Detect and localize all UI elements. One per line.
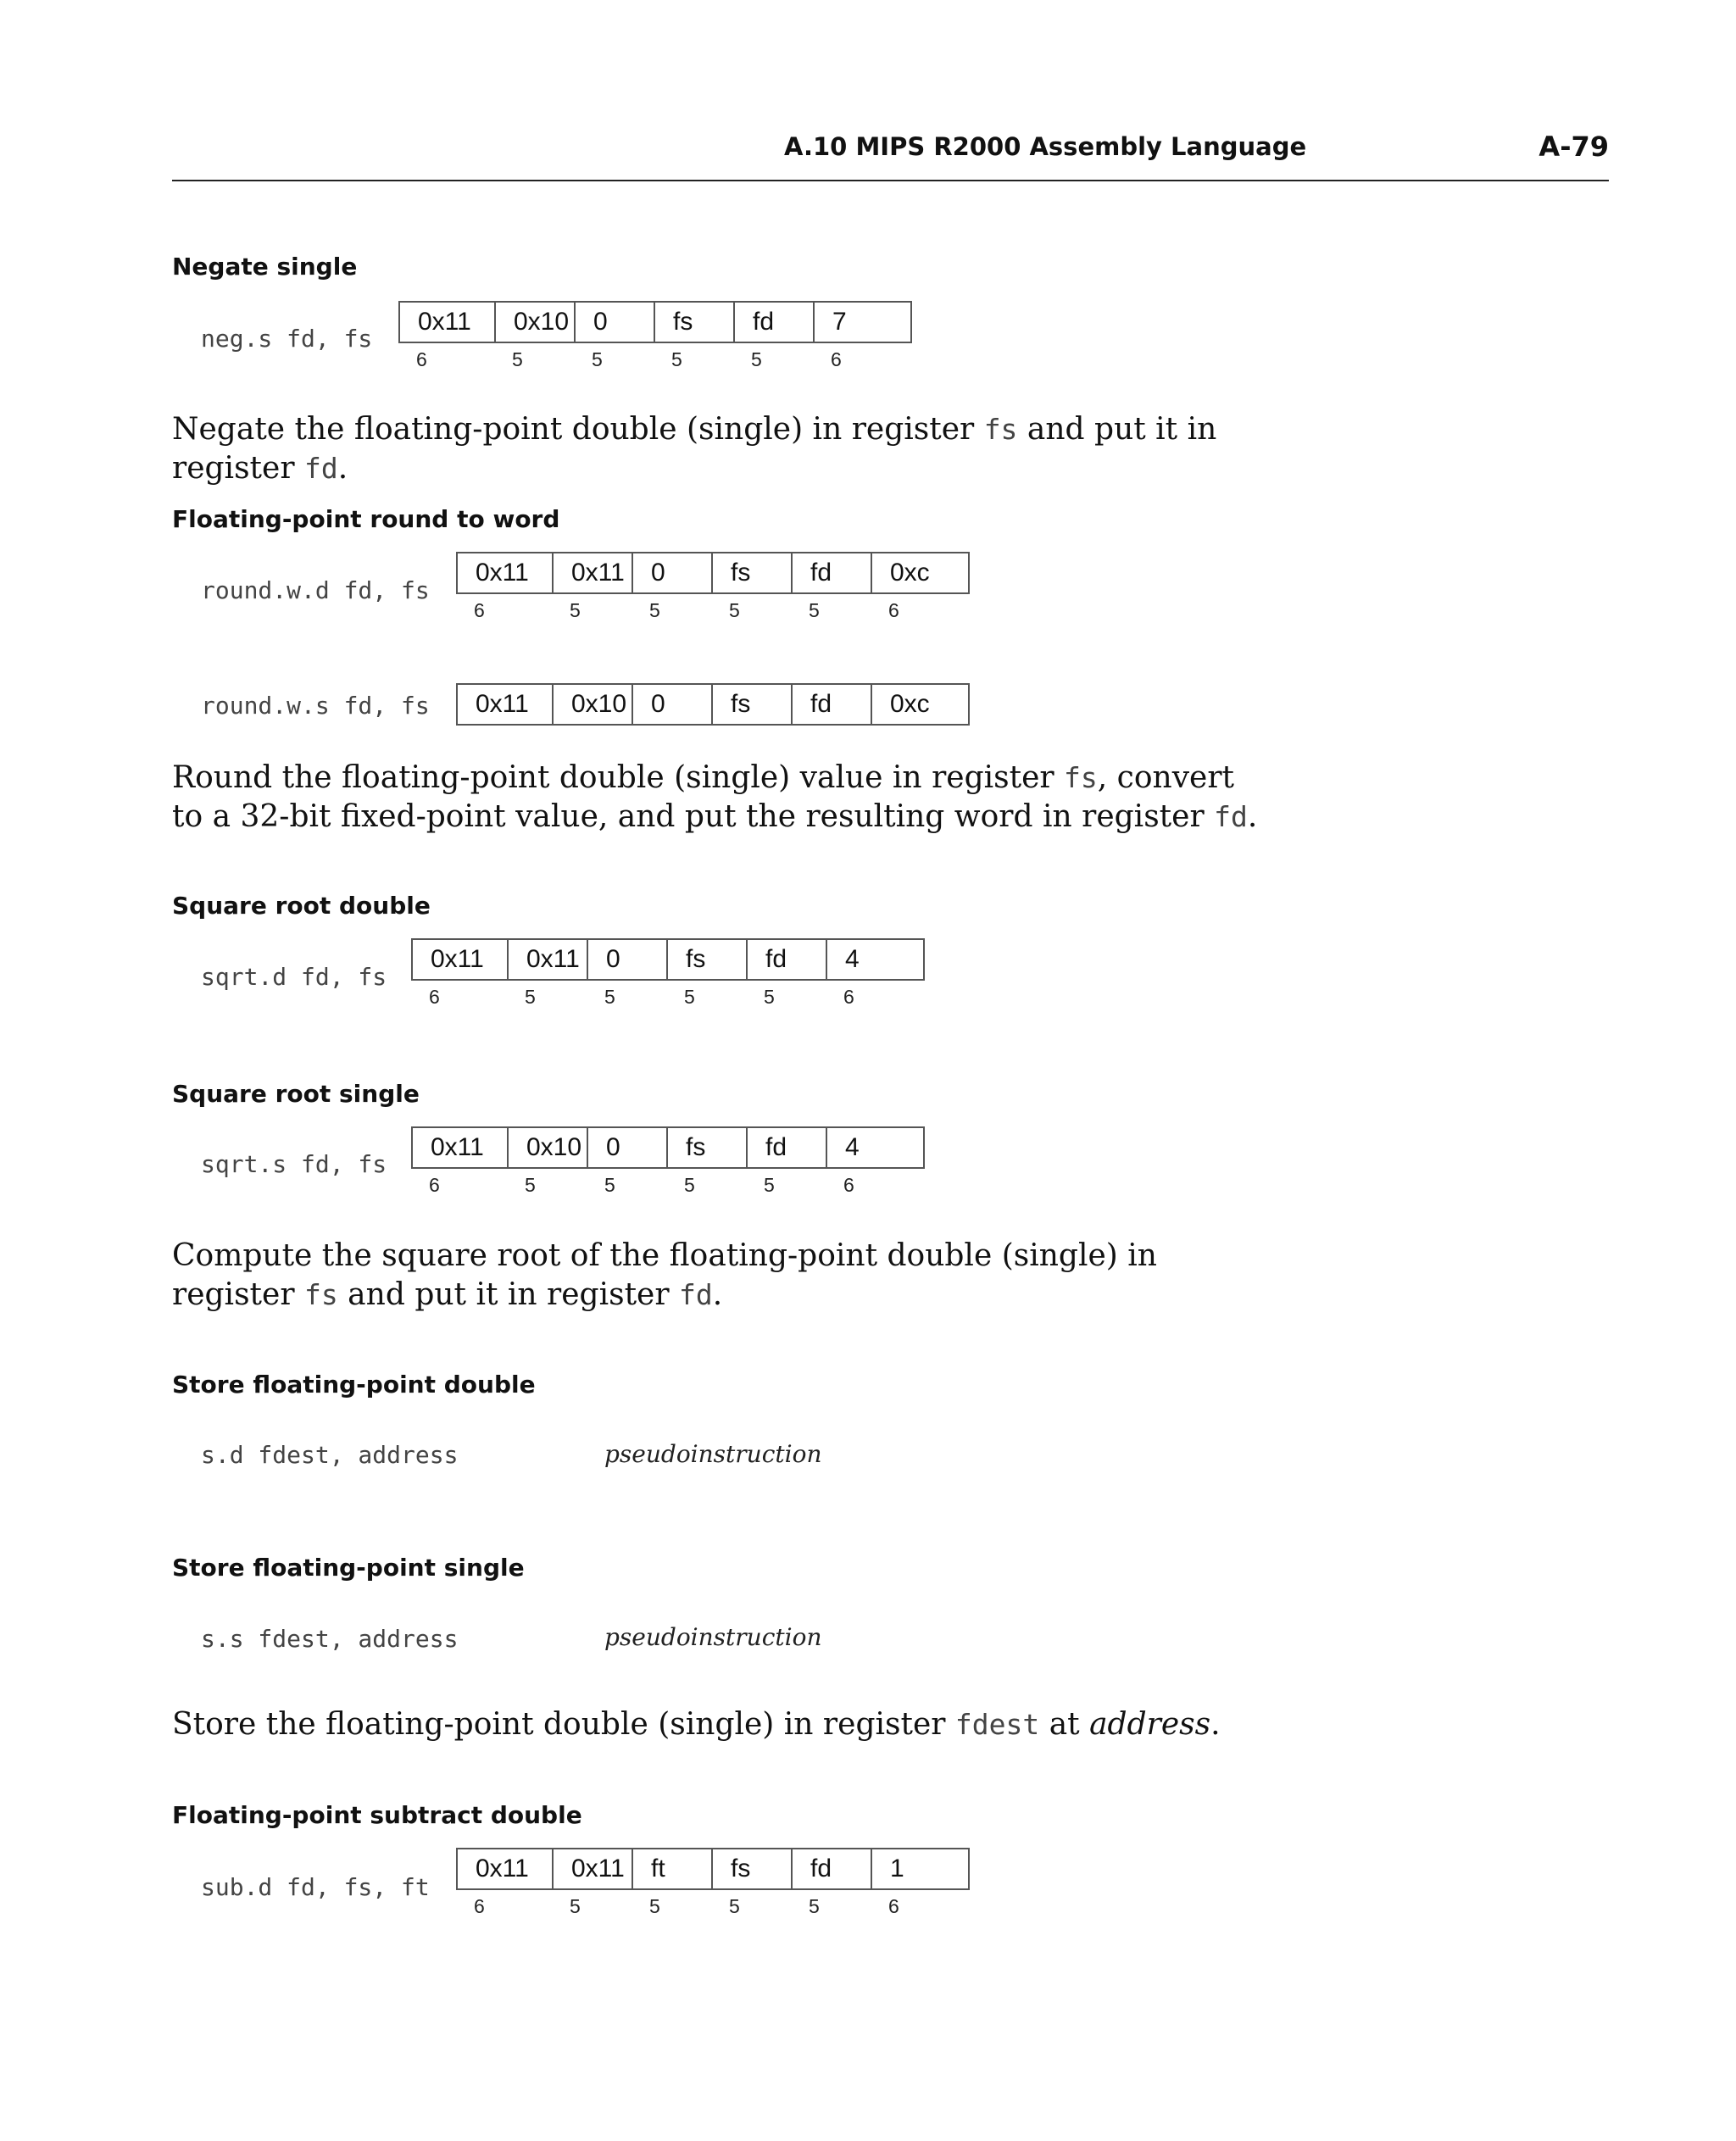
pseudoinstruction-label: pseudoinstruction <box>604 1440 822 1468</box>
code-text: fd <box>679 1278 713 1311</box>
encoding-sub-d <box>456 1848 970 1918</box>
bit-width: 6 <box>429 986 440 1008</box>
field-funct: 0xc <box>890 690 930 718</box>
field-fmt: 0x10 <box>496 303 576 342</box>
field-widths <box>398 348 912 371</box>
encoding-fields <box>456 552 970 594</box>
syntax-round-w-d: round.w.d fd, fs <box>201 576 430 604</box>
encoding-fields <box>411 938 925 981</box>
syntax-sub-d: sub.d fd, fs, ft <box>201 1873 430 1901</box>
bit-width: 6 <box>831 348 842 370</box>
bit-width: 5 <box>729 1895 740 1917</box>
bit-width: 5 <box>729 599 740 621</box>
field-op: 0x11 <box>413 940 509 979</box>
bit-width: 5 <box>512 348 523 370</box>
bit-width: 5 <box>764 986 775 1008</box>
bit-width: 5 <box>751 348 762 370</box>
encoding-round-w-s <box>456 683 970 726</box>
bit-width: 6 <box>843 1174 854 1196</box>
bit-width: 5 <box>809 1895 820 1917</box>
section-title: A.10 MIPS R2000 Assembly Language <box>784 132 1307 161</box>
bit-width: 5 <box>570 599 581 621</box>
syntax-s-s: s.s fdest, address <box>201 1625 459 1653</box>
heading-subtract-double: Floating-point subtract double <box>172 1801 582 1829</box>
emphasis-text: address <box>1089 1707 1211 1742</box>
field-fd: fd <box>793 685 872 724</box>
text: at <box>1039 1707 1090 1742</box>
heading-store-single: Store floating-point single <box>172 1554 525 1582</box>
syntax-sqrt-s: sqrt.s fd, fs <box>201 1150 387 1178</box>
heading-store-double: Store floating-point double <box>172 1371 536 1399</box>
field-fd: fd <box>735 303 815 342</box>
heading-square-root-double: Square root double <box>172 892 431 920</box>
text: . <box>337 451 348 486</box>
field-ft: 0 <box>588 940 668 979</box>
field-fd: fd <box>748 940 827 979</box>
code-text: fd <box>303 452 338 485</box>
encoding-fields <box>456 683 970 726</box>
field-fmt: 0x10 <box>509 1128 588 1167</box>
field-ft: 0 <box>633 685 713 724</box>
encoding-sqrt-s <box>411 1126 925 1197</box>
field-op: 0x11 <box>458 553 554 592</box>
heading-round-to-word: Floating-point round to word <box>172 505 560 533</box>
syntax-sqrt-d: sqrt.d fd, fs <box>201 963 387 991</box>
field-fs: fs <box>668 940 748 979</box>
text: . <box>712 1277 723 1312</box>
text: Round the floating-point double (single) value in register <box>172 760 1065 795</box>
field-op: 0x11 <box>458 685 554 724</box>
header-rule <box>172 180 1609 181</box>
bit-width: 6 <box>429 1174 440 1196</box>
field-fs: fs <box>713 1849 793 1888</box>
code-text: fs <box>1064 761 1098 794</box>
field-fmt: 0x11 <box>554 553 633 592</box>
field-fmt: 0x11 <box>509 940 588 979</box>
bit-width: 6 <box>416 348 427 370</box>
text: , convert to a 32-bit fixed-point value, and put the resulting word in register <box>172 760 1235 834</box>
bit-width: 5 <box>570 1895 581 1917</box>
bit-width: 5 <box>525 1174 536 1196</box>
text: . <box>1247 799 1258 834</box>
syntax-s-d: s.d fdest, address <box>201 1441 459 1469</box>
field-ft: 0 <box>576 303 655 342</box>
field-funct: 0xc <box>890 559 930 587</box>
encoding-sqrt-d <box>411 938 925 1009</box>
code-text: fs <box>983 413 1018 446</box>
heading-square-root-single: Square root single <box>172 1080 420 1108</box>
text: Compute the square root of the floating-point double (single) in register <box>172 1238 1157 1312</box>
field-fd: fd <box>748 1128 827 1167</box>
text: Negate the floating-point double (single) in register <box>172 412 984 447</box>
bit-width: 5 <box>809 599 820 621</box>
field-op: 0x11 <box>400 303 496 342</box>
text: and put it in register <box>172 412 1217 486</box>
bit-width: 5 <box>764 1174 775 1196</box>
description-round <box>172 759 1274 837</box>
encoding-fields <box>398 301 912 343</box>
bit-width: 6 <box>888 1895 899 1917</box>
field-widths <box>456 599 970 622</box>
bit-width: 5 <box>604 986 615 1008</box>
field-funct: 4 <box>845 1133 860 1161</box>
field-fmt: 0x11 <box>554 1849 633 1888</box>
encoding-fields <box>456 1848 970 1890</box>
text: and put it in register <box>337 1277 679 1312</box>
syntax-round-w-s: round.w.s fd, fs <box>201 692 430 720</box>
field-ft: 0 <box>633 553 713 592</box>
bit-width: 6 <box>888 599 899 621</box>
encoding-neg-s <box>398 301 912 371</box>
field-widths <box>456 1895 970 1918</box>
code-text: fd <box>1214 800 1248 833</box>
field-funct: 1 <box>890 1855 904 1882</box>
field-op: 0x11 <box>413 1128 509 1167</box>
encoding-round-w-d <box>456 552 970 622</box>
text: . <box>1210 1707 1221 1742</box>
syntax-neg-s: neg.s fd, fs <box>201 325 373 353</box>
description-sqrt <box>172 1237 1274 1315</box>
field-fs: fs <box>655 303 735 342</box>
encoding-fields <box>411 1126 925 1169</box>
field-fs: fs <box>668 1128 748 1167</box>
bit-width: 5 <box>684 1174 695 1196</box>
bit-width: 5 <box>592 348 603 370</box>
field-funct: 7 <box>832 308 847 336</box>
code-text: fs <box>303 1278 338 1311</box>
field-funct: 4 <box>845 945 860 973</box>
description-negate <box>172 410 1274 488</box>
field-op: 0x11 <box>458 1849 554 1888</box>
field-fd: fd <box>793 1849 872 1888</box>
field-ft: ft <box>633 1849 713 1888</box>
heading-negate-single: Negate single <box>172 253 358 281</box>
field-fs: fs <box>713 685 793 724</box>
bit-width: 6 <box>474 599 485 621</box>
field-fmt: 0x10 <box>554 685 633 724</box>
code-text: fdest <box>954 1708 1040 1741</box>
bit-width: 5 <box>671 348 682 370</box>
text: Store the floating-point double (single) in register <box>172 1707 955 1742</box>
field-widths <box>411 1174 925 1197</box>
bit-width: 5 <box>649 599 660 621</box>
bit-width: 5 <box>684 986 695 1008</box>
bit-width: 5 <box>525 986 536 1008</box>
bit-width: 5 <box>649 1895 660 1917</box>
pseudoinstruction-label: pseudoinstruction <box>604 1623 822 1651</box>
field-fs: fs <box>713 553 793 592</box>
bit-width: 5 <box>604 1174 615 1196</box>
description-store <box>172 1705 1274 1744</box>
field-fd: fd <box>793 553 872 592</box>
page-number: A-79 <box>1538 131 1609 163</box>
bit-width: 6 <box>843 986 854 1008</box>
field-widths <box>411 986 925 1009</box>
field-ft: 0 <box>588 1128 668 1167</box>
bit-width: 6 <box>474 1895 485 1917</box>
